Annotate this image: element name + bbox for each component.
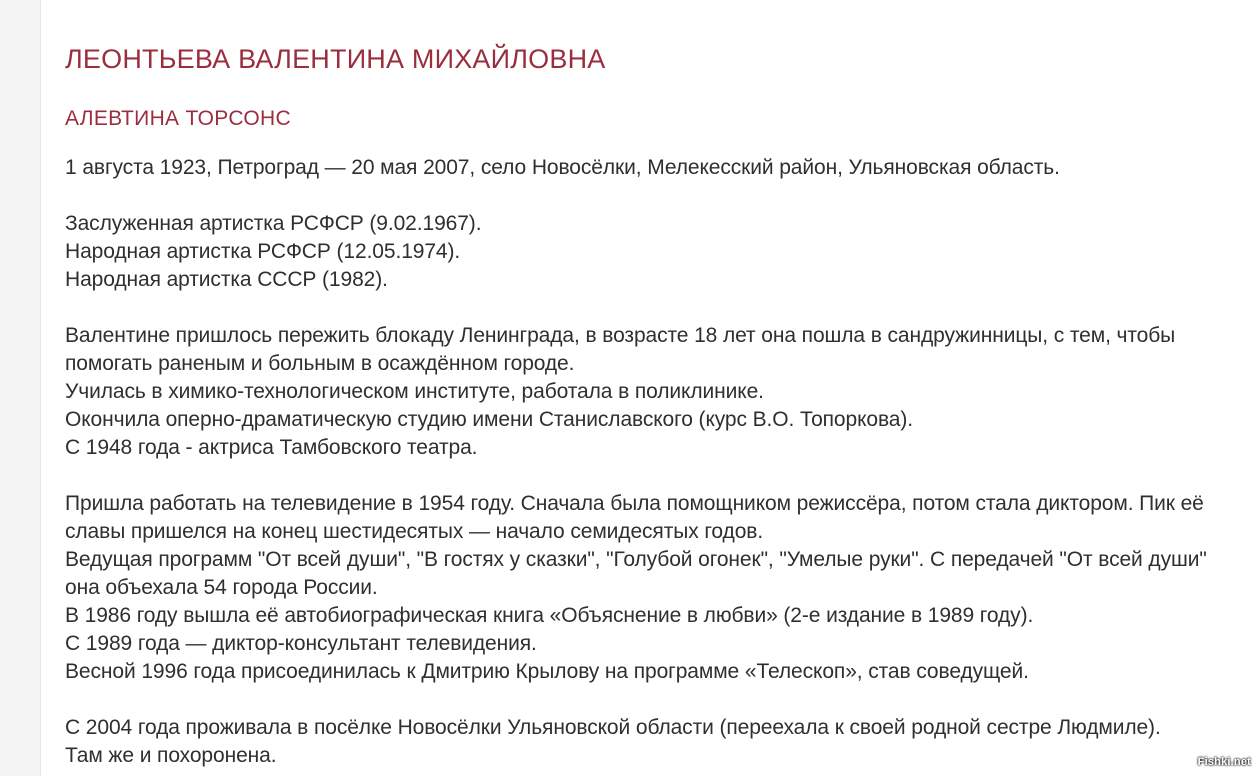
article-page: [40, 0, 1257, 776]
text-line: С 1989 года — диктор-консультант телевидения.: [65, 632, 537, 655]
text-line: Валентине пришлось пережить блокаду Ленинграда, в возрасте 18 лет она пошла в сандружинницы, с тем, чтобы помогать раненым и больным в осаждённом городе.: [65, 324, 1176, 375]
article-title: ЛЕОНТЬЕВА ВАЛЕНТИНА МИХАЙЛОВНА: [65, 44, 606, 74]
article-content: [65, 40, 1235, 770]
text-line: Там же и похоронена.: [65, 744, 277, 767]
text-line: Пришла работать на телевидение в 1954 году. Сначала была помощником режиссёра, потом стала диктором. Пик её славы пришелся на конец шестидесятых — начало семидесятых годов.: [65, 492, 1204, 543]
paragraph-television: [65, 490, 1235, 686]
text-line: С 2004 года проживала в посёлке Новосёлки Ульяновской области (переехала к своей родной сестре Людмиле).: [65, 716, 1161, 739]
text-line: Народная артистка СССР (1982).: [65, 268, 388, 291]
text-line: С 1948 года - актриса Тамбовского театра.: [65, 436, 478, 459]
article-author: АЛЕВТИНА ТОРСОНС: [65, 107, 291, 130]
paragraph-later-life: [65, 714, 1235, 770]
text-line: Заслуженная артистка РСФСР (9.02.1967).: [65, 212, 482, 235]
text-line: 1 августа 1923, Петроград — 20 мая 2007, село Новосёлки, Мелекесский район, Ульяновская область.: [65, 156, 1060, 179]
text-line: Весной 1996 года присоединилась к Дмитрию Крылову на программе «Телескоп», став соведущей.: [65, 660, 1029, 683]
text-line: В 1986 году вышла её автобиографическая книга «Объяснение в любви» (2-е издание в 1989 году).: [65, 604, 1034, 627]
paragraph-titles: [65, 210, 1235, 294]
watermark-logo: Fishki.net: [1197, 756, 1251, 768]
article-body: [65, 154, 1235, 770]
paragraph-dates: [65, 154, 1235, 182]
text-line: Училась в химико-технологическом институте, работала в поликлинике.: [65, 380, 764, 403]
text-line: Народная артистка РСФСР (12.05.1974).: [65, 240, 461, 263]
text-line: Окончила оперно-драматическую студию имени Станиславского (курс В.О. Топоркова).: [65, 408, 914, 431]
paragraph-early-life: [65, 322, 1235, 462]
text-line: Ведущая программ "От всей души", "В гостях у сказки", "Голубой огонек", "Умелые руки". С передачей "От всей души" она объехала 54 города России.: [65, 548, 1207, 599]
